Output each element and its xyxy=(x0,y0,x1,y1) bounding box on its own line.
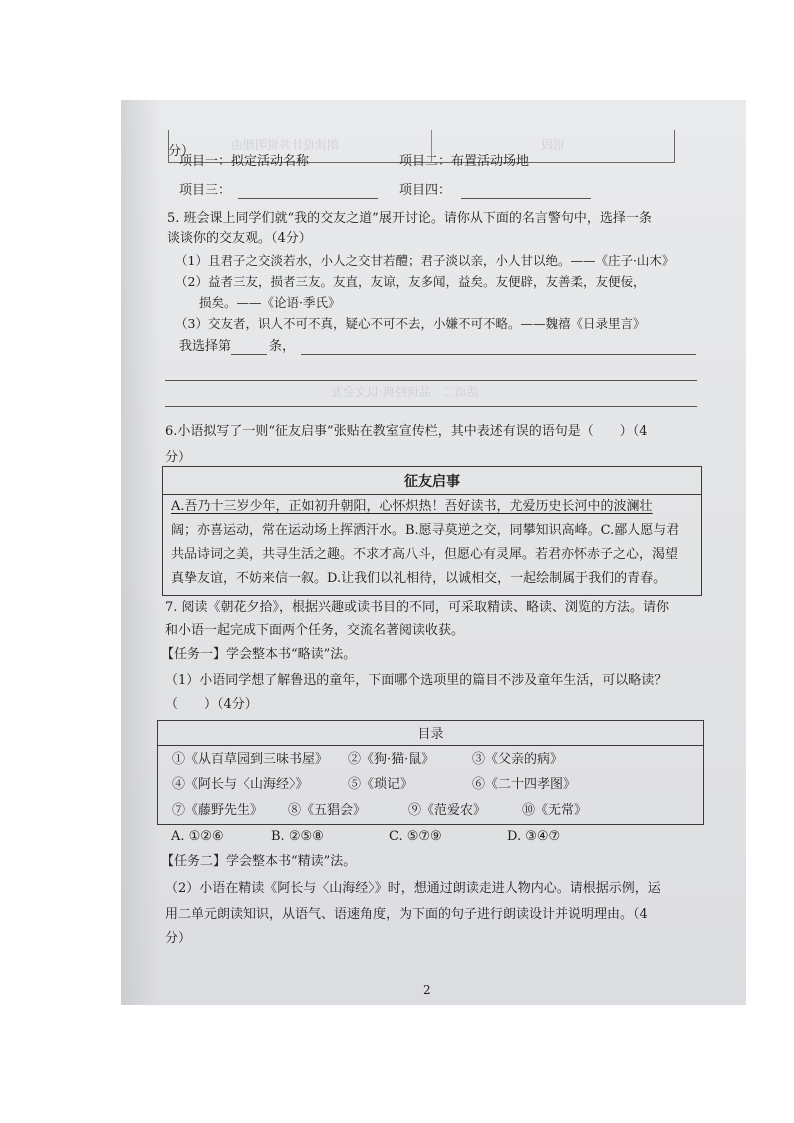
project-three: 项目三： xyxy=(179,183,232,198)
q6-prompt-cont: 分） xyxy=(165,450,192,465)
table-of-contents xyxy=(157,720,704,825)
choose-label-suffix: 条， xyxy=(269,339,296,354)
scanned-page xyxy=(121,100,746,1005)
page-number: 2 xyxy=(423,983,431,997)
toc-entry: ⑤《琐记》 xyxy=(348,777,414,792)
toc-entry: ⑧《五猖会》 xyxy=(288,803,367,818)
q5-quote-1: （1）且君子之交淡若水，小人之交甘若醴；君子淡以亲，小人甘以绝。——《庄子·山木》 xyxy=(175,253,675,268)
choose-label: 我选择第 xyxy=(179,339,232,354)
q7-prompt-cont: 和小语一起完成下面两个任务，交流名著阅读收获。 xyxy=(165,623,465,638)
toc-entry: ⑨《范爱农》 xyxy=(408,803,487,818)
q5-prompt-cont: 谈谈你的交友观。（4分） xyxy=(167,231,312,246)
q5-prompt: 5. 班会课上同学们就“我的交友之道”展开讨论。请你从下面的名言警句中，选择一条 xyxy=(167,211,652,226)
option-a[interactable]: A. ①②⑥ xyxy=(171,829,224,844)
choice-number-blank[interactable] xyxy=(231,354,267,355)
option-d[interactable]: D. ③④⑦ xyxy=(507,829,561,844)
toc-entry: ①《从百草园到三味书屋》 xyxy=(172,752,329,767)
project-four: 项目四： xyxy=(399,183,452,198)
project-four-blank[interactable] xyxy=(461,198,591,199)
answer-line-2[interactable] xyxy=(165,380,697,381)
q5-quote-2-cont: 损矣。——《论语·季氏》 xyxy=(199,295,341,310)
task-two-question-end: 分） xyxy=(165,931,192,946)
answer-line-3[interactable] xyxy=(165,406,697,407)
bleed-through-text: 活动二 品读经典·以文会友 xyxy=(331,385,479,399)
task-two-question-cont: 用二单元朗读知识，从语气、语速角度，为下面的句子进行朗读设计并说明理由。（4 xyxy=(165,907,648,922)
q6-prompt: 6.小语拟写了一则“征友启事”张贴在教室宣传栏，其中表述有误的语句是（ ）（4 xyxy=(165,424,648,439)
answer-line-1[interactable] xyxy=(301,354,696,355)
toc-entry: ④《阿长与〈山海经〉》 xyxy=(172,777,309,792)
toc-entry: ③《父亲的病》 xyxy=(472,752,564,767)
toc-title: 目录 xyxy=(158,723,703,746)
task-one-heading: 【任务一】学会整本书“略读”法。 xyxy=(161,647,357,662)
option-c[interactable]: C. ⑤⑦⑨ xyxy=(389,829,442,844)
toc-entry: ⑩《无常》 xyxy=(522,803,588,818)
friend-notice-box xyxy=(162,466,702,596)
page-shadow xyxy=(121,100,161,1005)
task-one-question: （1）小语同学想了解鲁迅的童年，下面哪个选项里的篇目不涉及童年生活，可以略读？ xyxy=(165,673,668,688)
notice-line-4: 真挚友谊，不妨来信一叙。D.让我们以礼相待，以诚相交，一起绘制属于我们的青春。 xyxy=(171,571,667,586)
q5-quote-2: （2）益者三友，损者三友。友直，友谅，友多闻，益矣。友便辟，友善柔，友便佞， xyxy=(175,274,646,289)
bleed-through-text: 语段 xyxy=(541,138,566,152)
notice-line-1 xyxy=(171,498,653,516)
project-two: 项目二：布置活动场地 xyxy=(399,154,530,169)
toc-entry: ⑥《二十四孝图》 xyxy=(472,777,577,792)
notice-line-3: 共品诗词之美，共寻生活之趣。不求才高八斗，但愿心有灵犀。若君亦怀赤子之心，渴望 xyxy=(171,547,679,562)
project-three-blank[interactable] xyxy=(238,198,378,199)
toc-entry: ⑦《藤野先生》 xyxy=(172,803,264,818)
q7-prompt: 7. 阅读《朝花夕拾》，根据兴趣或读书目的不同，可采取精读、略读、浏览的方法。请你 xyxy=(165,600,670,615)
task-two-heading: 【任务二】学会整本书“精读”法。 xyxy=(161,854,357,869)
option-b[interactable]: B. ②⑤⑧ xyxy=(271,829,324,844)
notice-line-2: 阔；亦喜运动，常在运动场上挥洒汗水。B.愿寻莫逆之交，同攀知识高峰。C.鄙人愿与君 xyxy=(171,523,680,538)
task-two-question: （2）小语在精读《阿长与〈山海经〉》时，想通过朗读走进人物内心。请根据示例，运 xyxy=(165,881,661,896)
bleed-through-text: 朗读设计并说明理由 xyxy=(231,138,340,152)
score-fragment: 分） xyxy=(168,144,195,159)
notice-title: 征友启事 xyxy=(163,471,701,495)
notice-sentence-a: A.吾乃十三岁少年，正如初升朝阳，心怀炽热！吾好读书，尤爱历史长河中的波澜壮 xyxy=(171,499,653,514)
q5-quote-3: （3）交友者，识人不可不真，疑心不可不去，小嫌不可不略。——魏禧《日录里言》 xyxy=(175,316,646,331)
task-one-answer-blank[interactable]: （ ）（4分） xyxy=(165,697,258,712)
project-one: 项目一：拟定活动名称 xyxy=(179,154,310,169)
toc-entry: ②《狗·猫·鼠》 xyxy=(348,752,435,767)
